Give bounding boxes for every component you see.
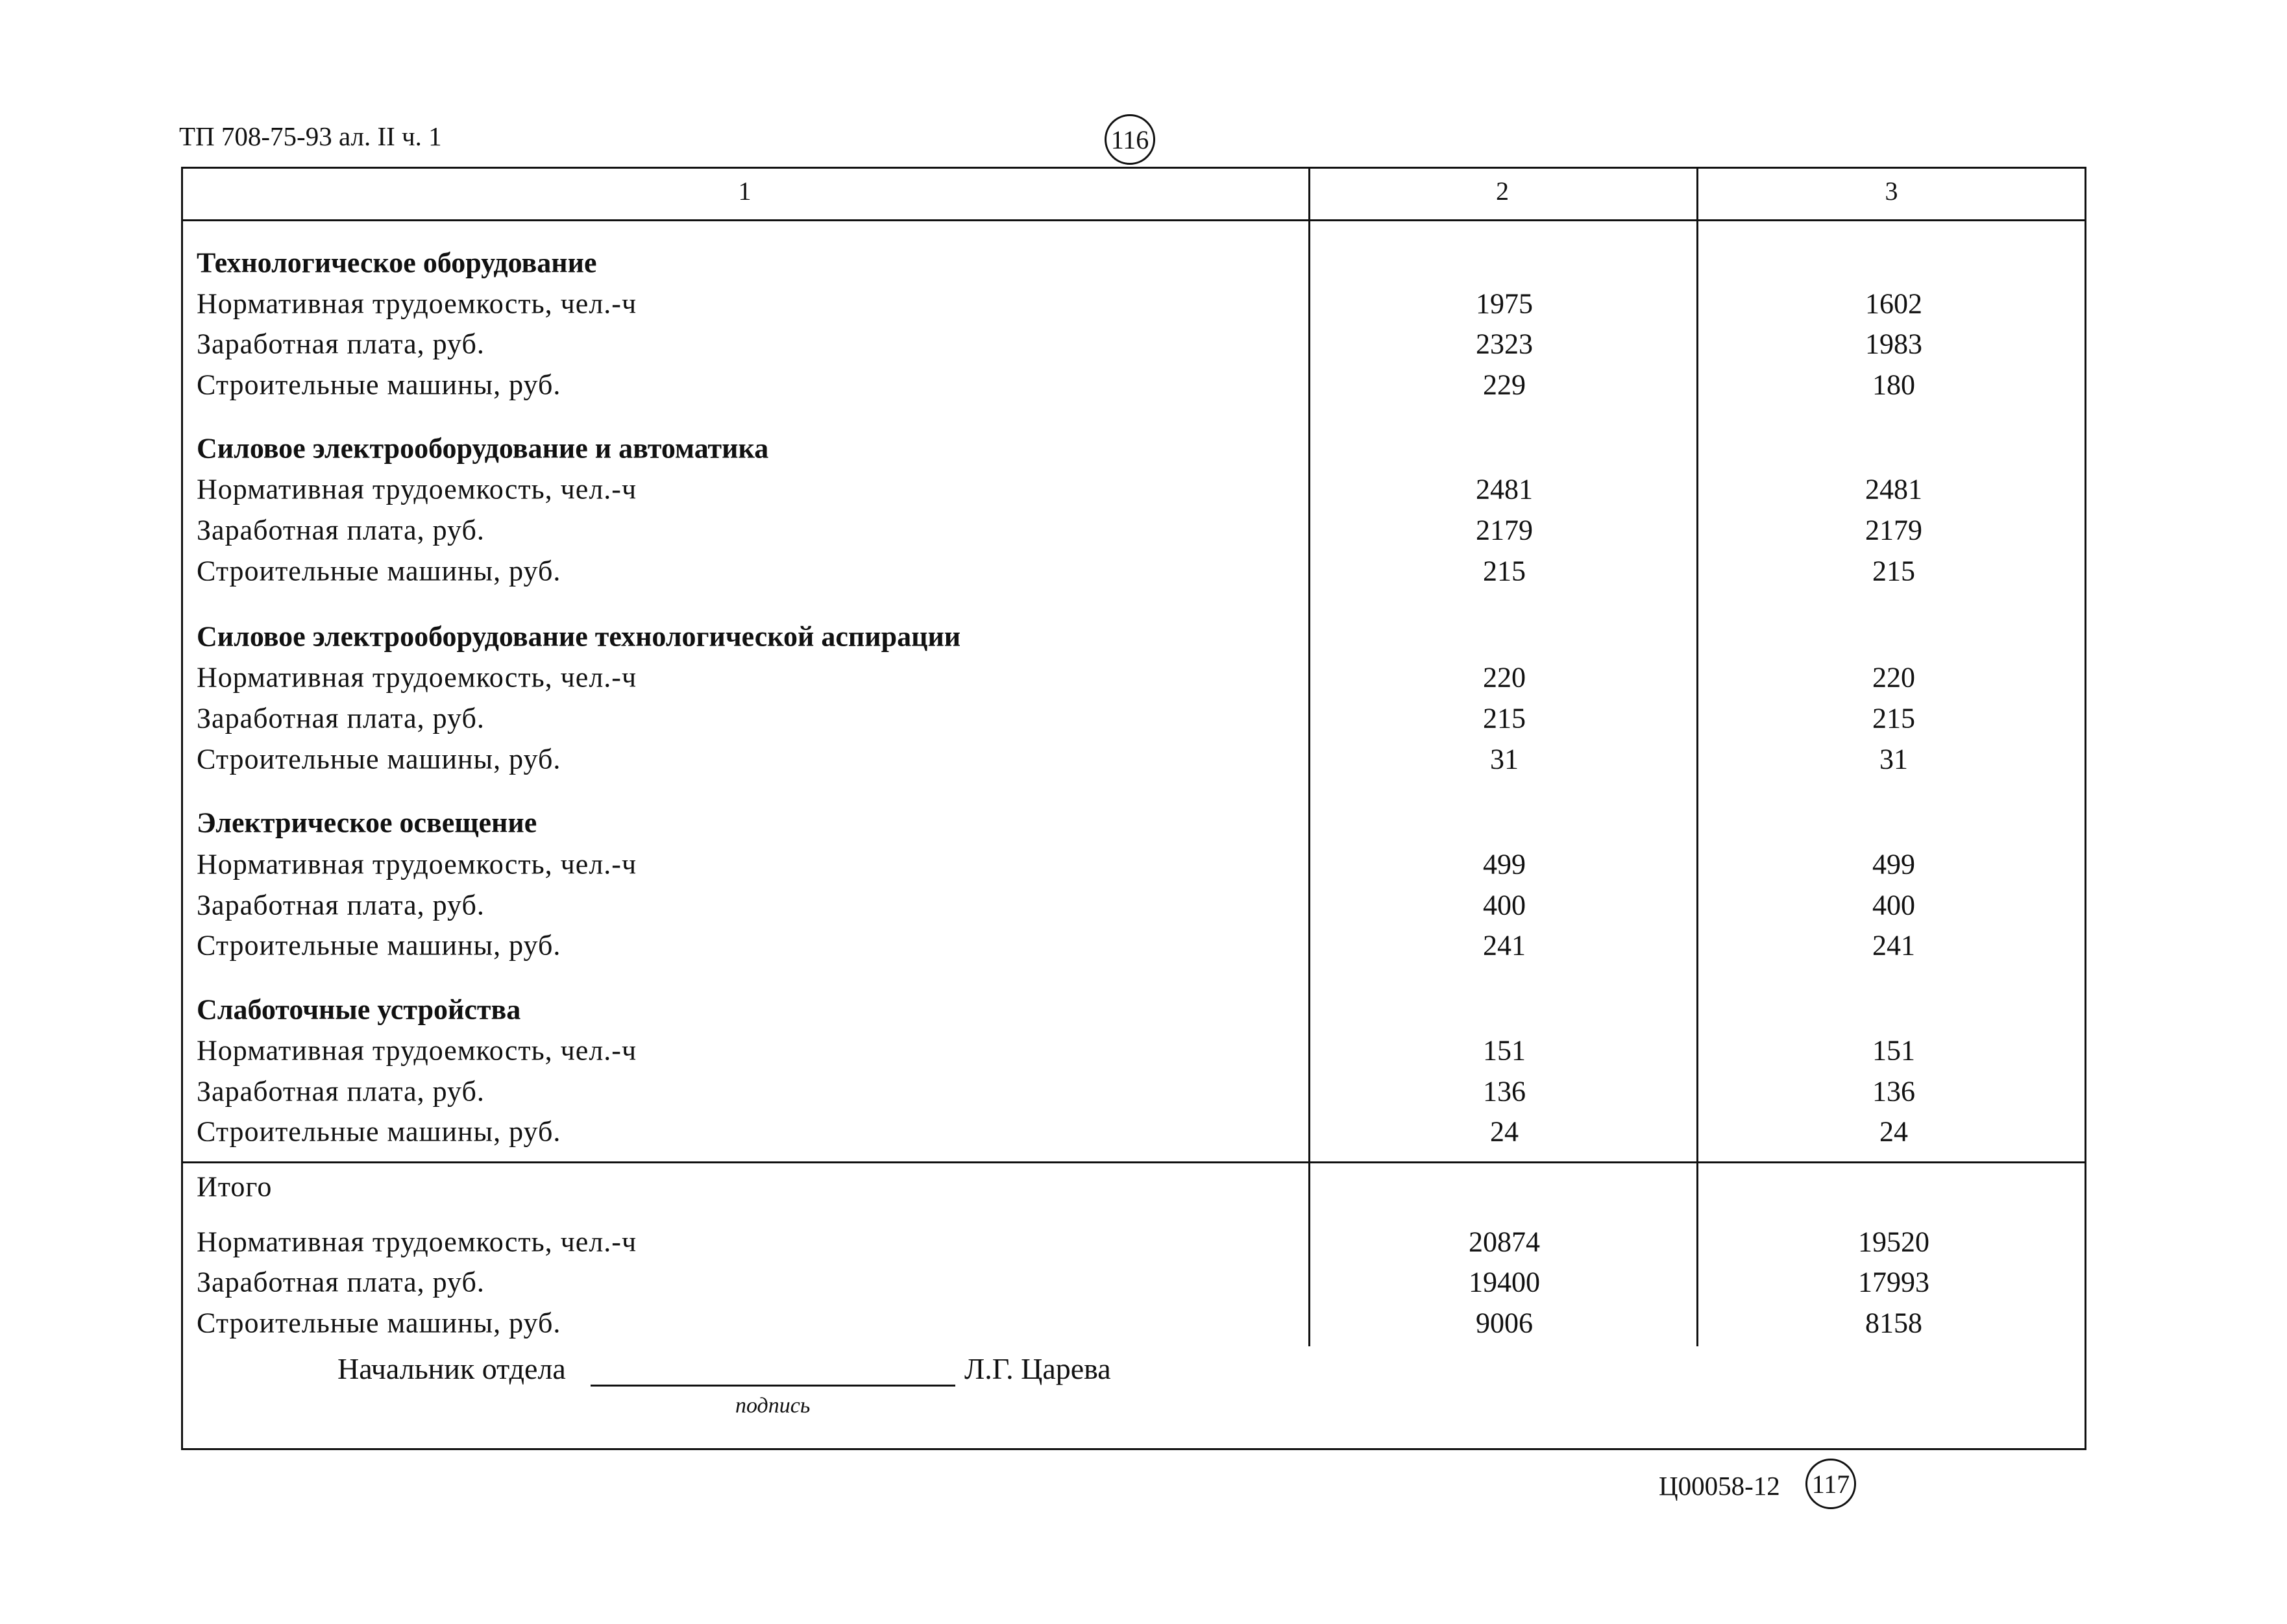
page-number-top: 116	[1105, 114, 1155, 165]
cell-col2: 499	[1483, 848, 1526, 880]
cell-col2: 215	[1483, 702, 1526, 734]
cell-col2: 31	[1490, 743, 1519, 775]
cell-col3: 220	[1872, 661, 1915, 694]
column-header-3: 3	[1885, 176, 1898, 206]
total-row-label: Заработная плата, руб.	[197, 1266, 485, 1298]
cell-col2: 24	[1490, 1115, 1519, 1148]
signature-line	[591, 1385, 955, 1387]
total-cell-col2: 19400	[1469, 1266, 1540, 1298]
cell-col3: 1983	[1865, 328, 1922, 360]
cell-col3: 180	[1872, 369, 1915, 401]
cell-col2: 241	[1483, 929, 1526, 962]
total-cell-col2: 20874	[1469, 1226, 1540, 1258]
row-label: Заработная плата, руб.	[197, 328, 485, 360]
cell-col2: 2323	[1476, 328, 1533, 360]
cell-col3: 24	[1879, 1115, 1908, 1148]
section-title: Электрическое освещение	[197, 806, 537, 839]
cell-col3: 31	[1879, 743, 1908, 775]
cell-col2: 215	[1483, 555, 1526, 587]
cell-col2: 220	[1483, 661, 1526, 694]
total-row-label: Строительные машины, руб.	[197, 1307, 561, 1339]
row-label: Нормативная трудоемкость, чел.-ч	[197, 1034, 637, 1067]
section-title: Силовое электрооборудование и автоматика	[197, 432, 769, 465]
cell-col3: 499	[1872, 848, 1915, 880]
total-title: Итого	[197, 1170, 273, 1203]
cell-col2: 400	[1483, 889, 1526, 921]
cell-col2: 1975	[1476, 287, 1533, 320]
row-label: Нормативная трудоемкость, чел.-ч	[197, 661, 637, 694]
column-divider-1	[1308, 167, 1310, 1346]
row-label: Нормативная трудоемкость, чел.-ч	[197, 287, 637, 320]
page-number-bottom: 117	[1805, 1459, 1856, 1509]
cell-col3: 215	[1872, 555, 1915, 587]
document-code-footer: Ц00058-12	[1659, 1471, 1780, 1501]
document-code-header: ТП 708-75-93 ал. II ч. 1	[179, 121, 442, 151]
signature-position: Начальник отдела	[337, 1352, 566, 1385]
cell-col2: 2179	[1476, 514, 1533, 546]
row-label: Нормативная трудоемкость, чел.-ч	[197, 848, 637, 880]
header-row-divider	[181, 219, 2086, 221]
column-header-1: 1	[738, 176, 752, 206]
row-label: Строительные машины, руб.	[197, 369, 561, 401]
cell-col3: 1602	[1865, 287, 1922, 320]
row-label: Заработная плата, руб.	[197, 514, 485, 546]
section-title: Силовое электрооборудование технологической аспирации	[197, 620, 961, 653]
total-row-divider	[181, 1161, 2086, 1163]
cell-col2: 151	[1483, 1034, 1526, 1067]
cell-col3: 136	[1872, 1075, 1915, 1108]
row-label: Строительные машины, руб.	[197, 1115, 561, 1148]
cell-col3: 215	[1872, 702, 1915, 734]
cell-col3: 2481	[1865, 473, 1922, 505]
total-cell-col3: 17993	[1858, 1266, 1929, 1298]
row-label: Строительные машины, руб.	[197, 555, 561, 587]
total-cell-col2: 9006	[1476, 1307, 1533, 1339]
signature-caption: подпись	[735, 1394, 811, 1418]
column-divider-2	[1696, 167, 1698, 1346]
total-cell-col3: 8158	[1865, 1307, 1922, 1339]
row-label: Заработная плата, руб.	[197, 1075, 485, 1108]
section-title: Слаботочные устройства	[197, 993, 521, 1026]
row-label: Нормативная трудоемкость, чел.-ч	[197, 473, 637, 505]
row-label: Строительные машины, руб.	[197, 929, 561, 962]
cell-col3: 2179	[1865, 514, 1922, 546]
row-label: Строительные машины, руб.	[197, 743, 561, 775]
row-label: Заработная плата, руб.	[197, 702, 485, 734]
signature-name: Л.Г. Царева	[964, 1352, 1111, 1385]
cell-col2: 2481	[1476, 473, 1533, 505]
row-label: Заработная плата, руб.	[197, 889, 485, 921]
cell-col3: 400	[1872, 889, 1915, 921]
cell-col2: 229	[1483, 369, 1526, 401]
section-title: Технологическое оборудование	[197, 247, 597, 279]
cell-col3: 241	[1872, 929, 1915, 962]
total-row-label: Нормативная трудоемкость, чел.-ч	[197, 1226, 637, 1258]
total-cell-col3: 19520	[1858, 1226, 1929, 1258]
cell-col3: 151	[1872, 1034, 1915, 1067]
column-header-2: 2	[1496, 176, 1509, 206]
cell-col2: 136	[1483, 1075, 1526, 1108]
